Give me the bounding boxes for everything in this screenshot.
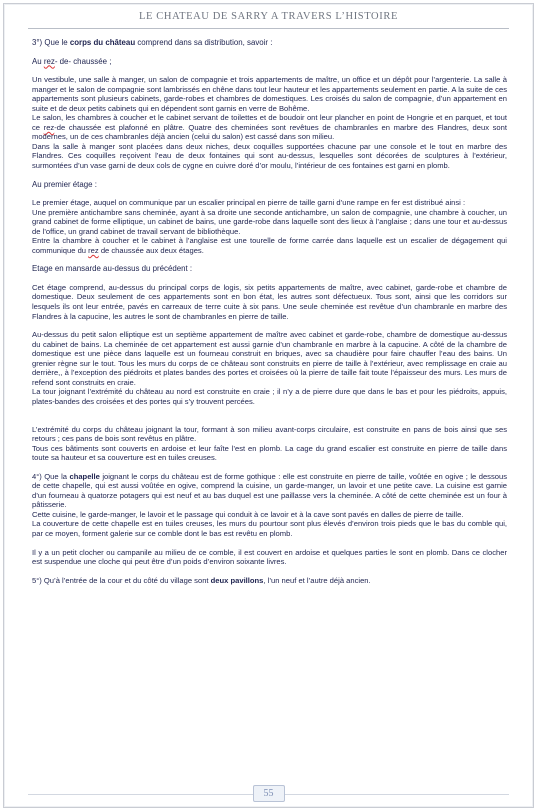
paragraph: Entre la chambre à coucher et le cabinet à l’anglaise est une tourelle de forme carrée dans laquelle est un escalier de dégagement qui communique du rez de chaussée aux deux étages. <box>32 236 507 255</box>
premier-etage-heading: Au premier étage : <box>32 179 97 189</box>
page-footer <box>0 783 537 802</box>
mansarde-heading: Etage en mansarde au-dessus du précédent : <box>32 264 193 274</box>
header-rule <box>28 28 509 29</box>
paragraph: L’extrémité du corps du château joignant la tour, formant à son milieu avant-corps circulaire, est construite en pans de bois ainsi que ses retours ; ces pans de bois sont revêtus en plâtre. <box>32 424 507 444</box>
chapelle-term: chapelle <box>69 471 100 481</box>
running-header: LE CHATEAU DE SARRY A TRAVERS L’HISTOIRE <box>139 11 398 22</box>
corps-du-chateau-term: corps du château <box>69 38 136 47</box>
paragraph: Une première antichambre sans cheminée, ayant à sa droite une seconde antichambre, un salon de compagnie, une chambre à coucher, un grand cabinet de forme elliptique, un cabinet de bains, une garde-robe dans laquelle sont des lieux à l’anglaise ; dans une tour et au-dessus de l’office, un grand cabinet de travail servant de bibliothèque. <box>32 207 507 236</box>
body-text <box>32 38 507 585</box>
paragraph: Le premier étage, auquel on communique par un escalier principal en pierre de taille garni d’une rampe en fer est distribué ainsi : <box>32 198 466 208</box>
deux-pavillons-term: deux pavillons <box>210 575 264 585</box>
page-number: 55 <box>253 785 285 802</box>
paragraph: La couverture de cette chapelle est en tuiles creuses, les murs du pourtour sont plus élevés d’environ trois pieds que le bas du comble qui, par ce moyen, forment galerie sur ce comble dont le bas est revêtu en plomb. <box>32 519 507 538</box>
section-3-heading: 3°) Que le corps du château comprend dans sa distribution, savoir : <box>32 38 273 47</box>
paragraph: Tous ces bâtiments sont couverts en ardoise et leur faîte l’est en plomb. La cage du grand escalier est construite en pierre de taille dans toute sa hauteur et sa couverture est en tuiles creuses. <box>32 443 507 463</box>
paragraph: Cet étage comprend, au-dessus du principal corps de logis, six petits appartements de maître, avec cabinet, garde-robe et chambre de domestique. Deux seulement de ces appartements sont en bon état, les autres sont défectueux. Tous sont, ainsi que les corridors sur lesquels ils ont leur entrée, pavés en carreaux de terre cuite à six pans. Une seule cheminée est revêtue d’un chambranle en marbre des Flandres à la capucine, les autres le sont de chambranles en pierre de taille. <box>32 282 507 321</box>
paragraph: Il y a un petit clocher ou campanile au milieu de ce comble, il est couvert en ardoise et quelques parties le sont en plomb. Dans ce clocher est suspendue une cloche qui peut être d’un poids d’environ soixante livres. <box>32 547 507 567</box>
section-5-paragraph: 5°) Qu’à l’entrée de la cour et du côté du village sont deux pavillons, l’un neuf et l’autre déjà ancien. <box>32 575 371 585</box>
paragraph: Un vestibule, une salle à manger, un salon de compagnie et trois appartements de maître, un office et un dépôt pour l’argenterie. La salle à manger et le salon de compagnie sont lambrissés en chêne dans tout leur hauteur et les appartements seulement en partie. A la suite de ces appartements sont plusieurs cabinets, garde-robes et chambres de domestiques. Les croisés du salon de compagnie, d’un appartement en suite et de deux petits cabinets qui en dépendent sont garnis en verre de Bohême. <box>32 75 507 113</box>
paragraph: Le salon, les chambres à coucher et le cabinet servant de toilettes et de boudoir ont leur plancher en point de Hongrie et en parquet, et tout ce rez-de chaussée est plafonné en plâtre. Quatre des cheminées sont revêtues de chambranles en marbre des Flandres, deux sont modernes, un de ces chambranles déjà ancien (celui du salon) est cassé dans son milieu. <box>32 113 507 142</box>
paragraph: Cette cuisine, le garde-manger, le lavoir et le passage qui conduit à ce lavoir et à la cave sont pavés en dalles de pierre de taille. <box>32 509 464 519</box>
paragraph: La tour joignant l’extrémité du château au nord est construite en craie ; il n’y a de pierre dure que dans le bas et pour les piédroits, appuis, plates-bandes des croisées et des portes qui s’y trouvent percées. <box>32 387 507 406</box>
section-4-paragraph: 4°) Que la chapelle joignant le corps du château est de forme gothique : elle est construite en pierre de taille, voûtée en ogive ; le dessous de cette chapelle, qui est aussi voûtée en ogive, comprend la cuisine, un garde-manger, un lavoir et une petite cave. La cuisine est garnie d’un fourneau à quatorze potagers qui est neuf et au bas duquel est une paillasse vers la cheminée. A côté de cette cheminée est un four à pâtisserie. <box>32 471 508 510</box>
rez-de-chaussee-heading: Au rez- de- chaussée ; <box>32 56 112 66</box>
paragraph: Dans la salle à manger sont placées dans deux niches, deux coquilles supportées chacune par une console et le tout en marbre des Flandres. Ces coquilles reçoivent l’eau de deux fontaines qui sont au-dessus, lesquelles sont décorées de sculptures à l’extérieur, surmontées d’un vase garni de deux cols de cygne en cuivre doré d’or moulu, l’intérieur de ces fontaines est garni en plomb. <box>32 141 507 171</box>
paragraph: Au-dessus du petit salon elliptique est un septième appartement de maître avec cabinet et garde-robe, chambre de domestique au-dessus du cabinet de bains. La cheminée de cet appartement est aussi garnie d’un chambranle en marbre à la capucine. A côté de la chambre de domestique est une pièce dans laquelle est un fourneau construit en briques, avec sa chaudière pour faire chauffer l’eau des bains. Un grenier règne sur le tout. Tous les murs du corps de ce château sont construits en pierre de taille à l’extérieur, avec remplissage en craie au derrière,, à l’exception des piédroits et plates bandes des portes et croisées où la pierre de taille fait toute l’épaisseur des murs. Les murs de refend sont construits en craie. <box>32 330 507 387</box>
